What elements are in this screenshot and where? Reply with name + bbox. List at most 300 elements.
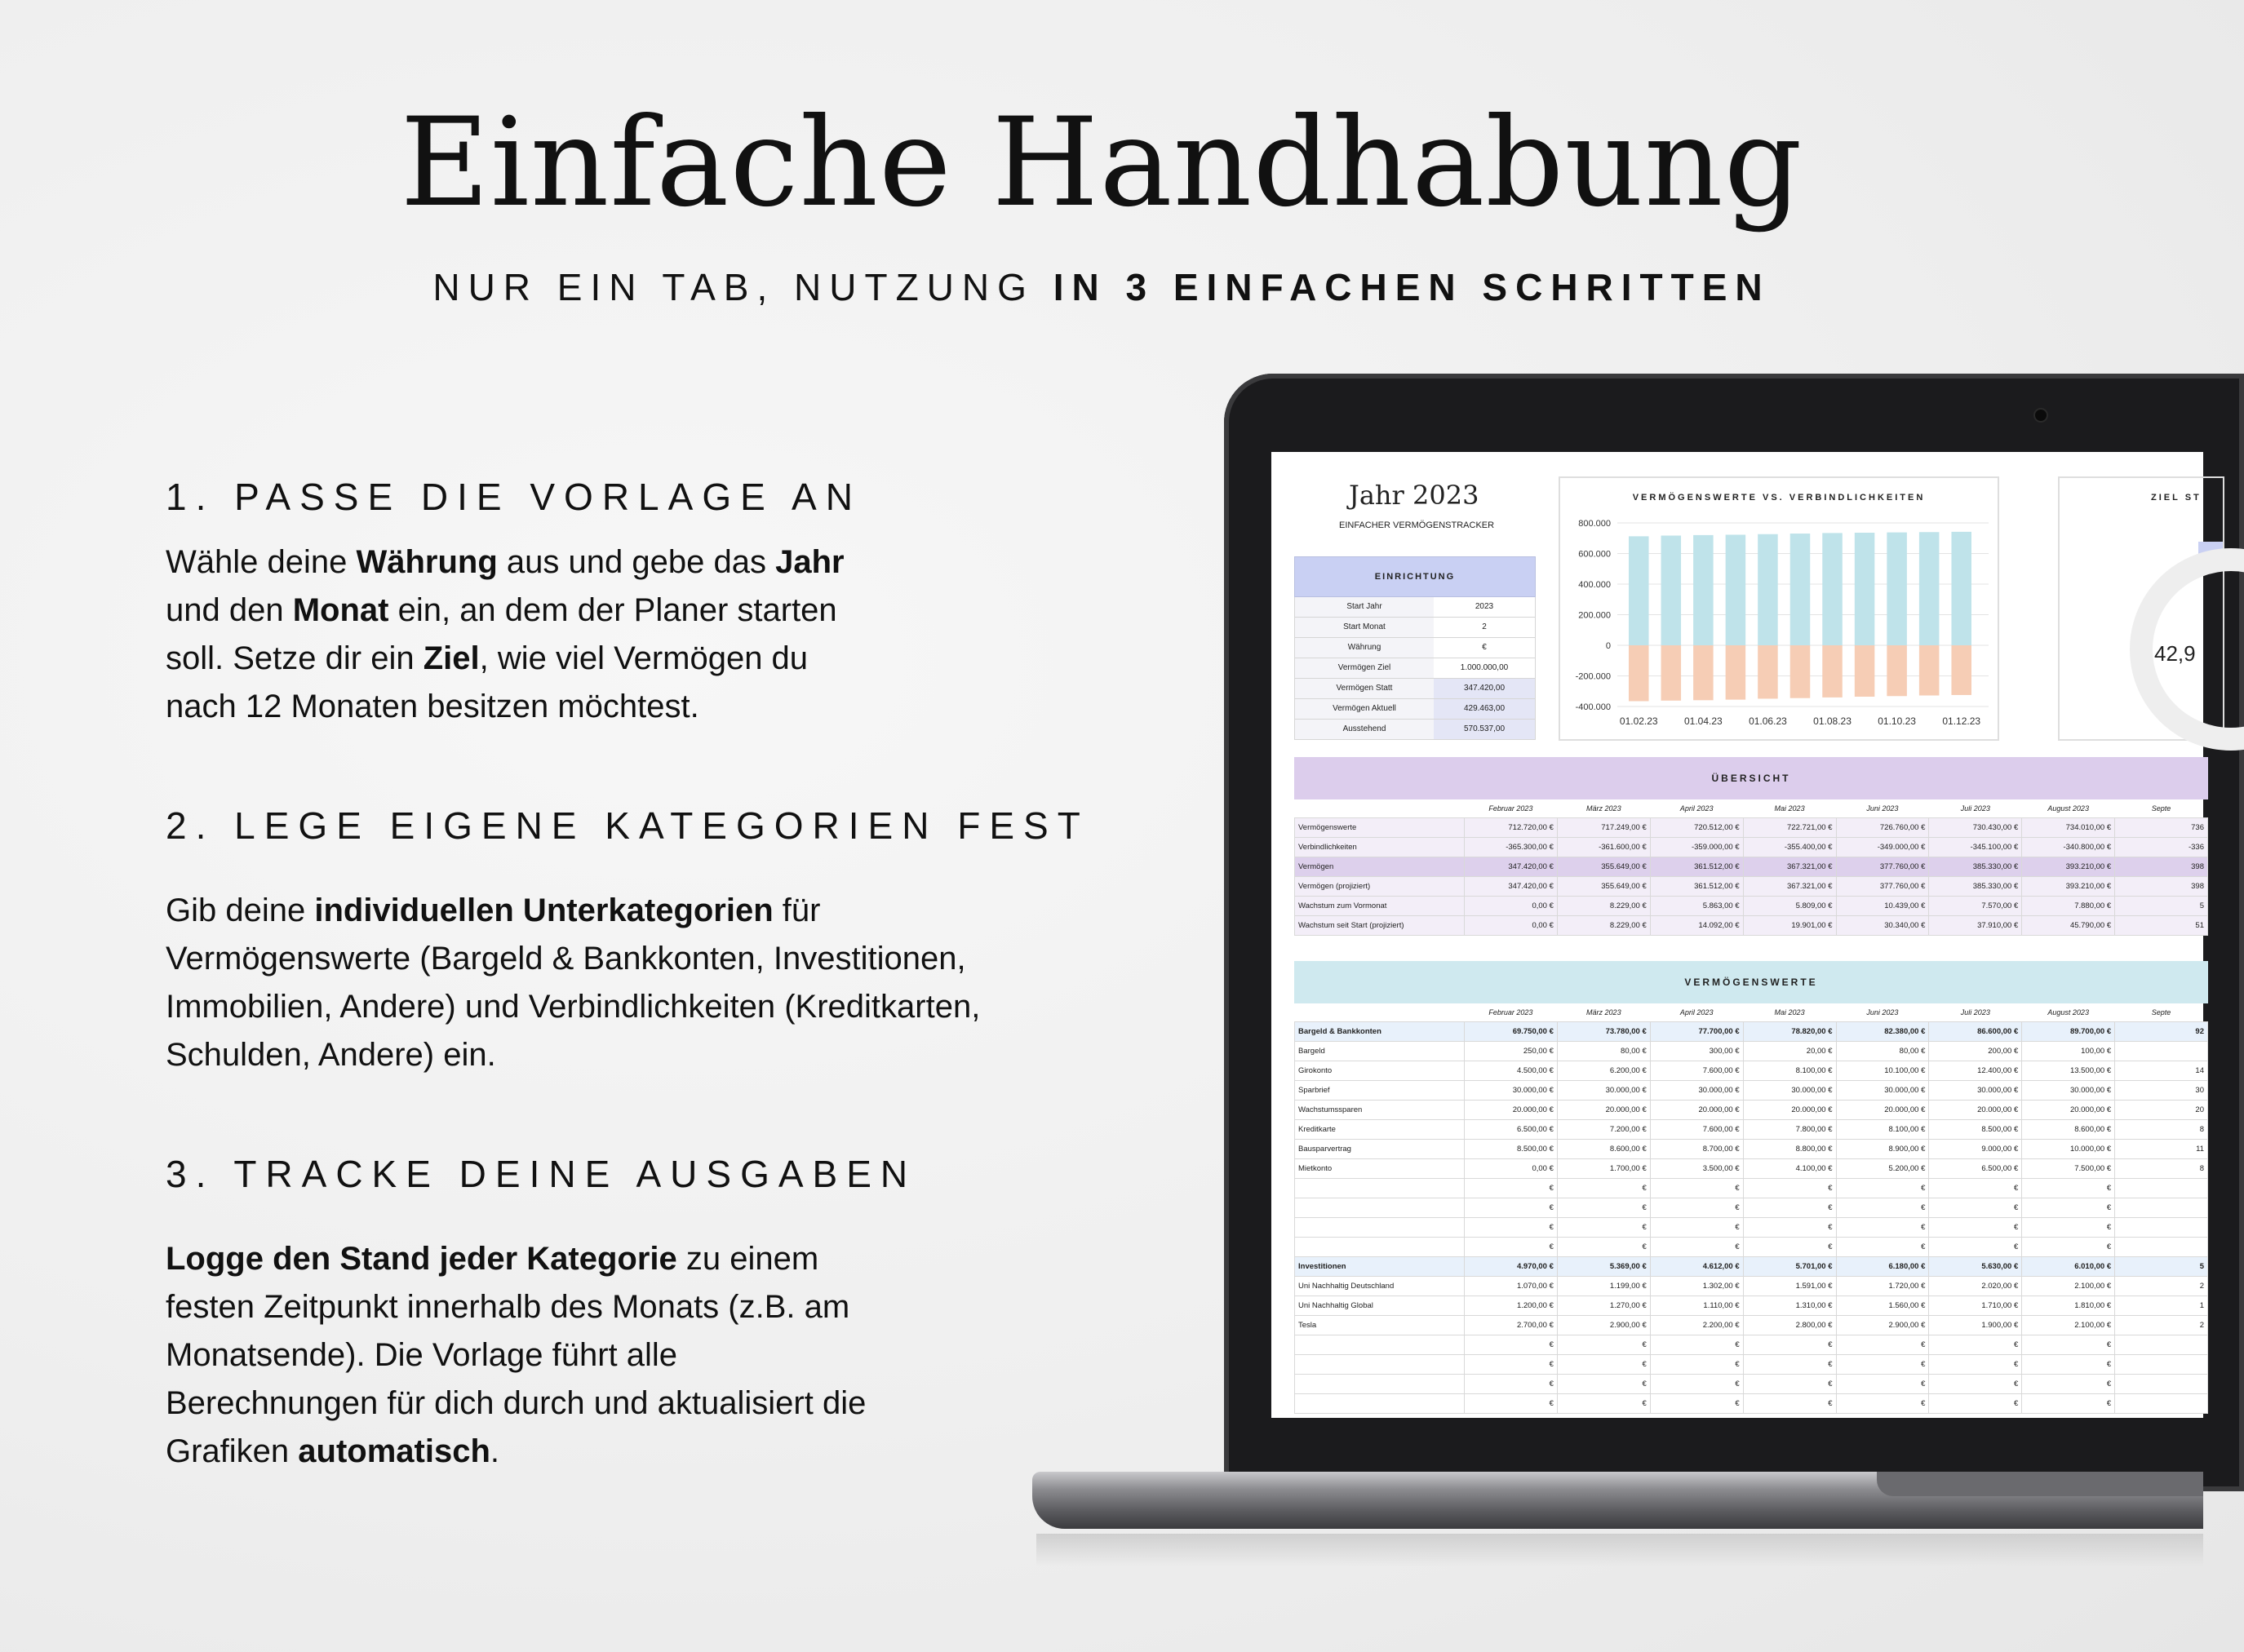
table-cell[interactable]: 2.100,00 € (2022, 1277, 2115, 1296)
table-cell[interactable]: 4.970,00 € (1465, 1257, 1558, 1277)
table-cell[interactable]: -340.800,00 € (2022, 838, 2115, 857)
table-cell[interactable]: € (1557, 1335, 1650, 1355)
table-cell[interactable]: € (1557, 1238, 1650, 1257)
table-cell[interactable]: 8 (2115, 1159, 2208, 1179)
table-cell[interactable]: 1.710,00 € (1929, 1296, 2022, 1316)
chart-svg (1560, 478, 1998, 739)
row-label[interactable]: Uni Nachhaltig Global (1295, 1296, 1465, 1316)
table-cell[interactable] (2115, 1218, 2208, 1238)
table-cell[interactable]: 8.700,00 € (1650, 1140, 1743, 1159)
row-label[interactable]: Kreditkarte (1295, 1120, 1465, 1140)
row-label[interactable] (1295, 1375, 1465, 1394)
table-cell[interactable]: 30.000,00 € (1465, 1081, 1558, 1101)
table-cell[interactable]: 4.500,00 € (1465, 1061, 1558, 1081)
table-cell[interactable]: € (2022, 1218, 2115, 1238)
table-cell[interactable]: 20.000,00 € (1650, 1101, 1743, 1120)
asset-bar (1855, 533, 1875, 645)
table-cell[interactable]: 82.380,00 € (1836, 1022, 1929, 1042)
table-cell[interactable]: 12.400,00 € (1929, 1061, 2022, 1081)
table-cell[interactable]: 367.321,00 € (1743, 877, 1836, 897)
table-cell[interactable]: 355.649,00 € (1557, 857, 1650, 877)
table-cell[interactable]: 20.000,00 € (2022, 1101, 2115, 1120)
table-cell[interactable]: 385.330,00 € (1929, 857, 2022, 877)
table-cell[interactable]: 2.900,00 € (1557, 1316, 1650, 1335)
month-header: Juni 2023 (1866, 1008, 1899, 1016)
table-cell[interactable]: € (1929, 1394, 2022, 1414)
table-cell[interactable]: 2 (2115, 1316, 2208, 1335)
table-cell[interactable]: 37.910,00 € (1929, 916, 2022, 936)
table-cell[interactable]: 5 (2115, 897, 2208, 916)
table-cell[interactable] (2115, 1238, 2208, 1257)
assets-table (1294, 1003, 2208, 1414)
table-cell[interactable]: € (1650, 1375, 1743, 1394)
table-cell[interactable]: € (2022, 1355, 2115, 1375)
y-tick-label: 400.000 (1578, 580, 1611, 590)
setup-row (1294, 658, 1536, 679)
table-cell[interactable]: € (1650, 1198, 1743, 1218)
table-cell[interactable]: -365.300,00 € (1465, 838, 1558, 857)
table-cell[interactable]: € (1557, 1375, 1650, 1394)
table-cell[interactable]: 30.340,00 € (1836, 916, 1929, 936)
table-cell[interactable]: 8.100,00 € (1836, 1120, 1929, 1140)
table-cell[interactable]: € (1650, 1355, 1743, 1375)
table-cell[interactable]: € (2022, 1179, 2115, 1198)
table-cell[interactable]: 6.010,00 € (2022, 1257, 2115, 1277)
table-cell[interactable]: 100,00 € (2022, 1042, 2115, 1061)
table-cell[interactable]: 20,00 € (1743, 1042, 1836, 1061)
emphasis-text: Monat (292, 592, 389, 628)
table-row (1295, 1022, 2208, 1042)
table-cell[interactable]: 1.110,00 € (1650, 1296, 1743, 1316)
setup-key: Vermögen Aktuell (1295, 699, 1434, 719)
row-label[interactable]: Uni Nachhaltig Deutschland (1295, 1277, 1465, 1296)
table-cell[interactable]: 4.612,00 € (1650, 1257, 1743, 1277)
asset-bar (1951, 532, 1971, 645)
table-cell[interactable]: 8.900,00 € (1836, 1140, 1929, 1159)
row-label[interactable]: Tesla (1295, 1316, 1465, 1335)
row-label[interactable] (1295, 1335, 1465, 1355)
table-cell[interactable]: 1.199,00 € (1557, 1277, 1650, 1296)
table-cell[interactable]: 2.700,00 € (1465, 1316, 1558, 1335)
table-cell[interactable]: 30 (2115, 1081, 2208, 1101)
table-cell[interactable]: 1.591,00 € (1743, 1277, 1836, 1296)
table-cell[interactable]: 45.790,00 € (2022, 916, 2115, 936)
table-cell[interactable]: 9.000,00 € (1929, 1140, 2022, 1159)
laptop-shadow (1036, 1534, 2203, 1566)
setup-value[interactable]: 429.463,00 (1434, 699, 1535, 719)
table-cell[interactable]: 1.200,00 € (1465, 1296, 1558, 1316)
table-row (1295, 1120, 2208, 1140)
table-cell[interactable] (2115, 1198, 2208, 1218)
body-text: . (490, 1433, 500, 1469)
table-cell[interactable]: 726.760,00 € (1836, 818, 1929, 838)
table-cell[interactable]: 734.010,00 € (2022, 818, 2115, 838)
row-label[interactable] (1295, 1238, 1465, 1257)
row-label[interactable]: Verbindlichkeiten (1295, 838, 1465, 857)
table-cell[interactable]: 30.000,00 € (1650, 1081, 1743, 1101)
table-cell[interactable]: 6.200,00 € (1557, 1061, 1650, 1081)
table-cell[interactable]: 3.500,00 € (1650, 1159, 1743, 1179)
table-cell[interactable]: 7.600,00 € (1650, 1061, 1743, 1081)
table-cell[interactable]: € (1836, 1375, 1929, 1394)
table-cell[interactable]: 2.200,00 € (1650, 1316, 1743, 1335)
table-cell[interactable]: € (1465, 1335, 1558, 1355)
table-cell[interactable]: € (1836, 1394, 1929, 1414)
row-label[interactable]: Girokonto (1295, 1061, 1465, 1081)
table-cell[interactable]: 14.092,00 € (1650, 916, 1743, 936)
table-cell[interactable]: 1.900,00 € (1929, 1316, 2022, 1335)
table-cell[interactable]: € (2022, 1335, 2115, 1355)
table-cell[interactable]: 0,00 € (1465, 916, 1558, 936)
step-2-heading: 2. LEGE EIGENE KATEGORIEN FEST (166, 804, 1089, 847)
table-cell[interactable]: € (1650, 1238, 1743, 1257)
setup-key: Ausstehend (1295, 720, 1434, 739)
table-cell[interactable]: 80,00 € (1836, 1042, 1929, 1061)
liability-bar (1758, 645, 1778, 698)
table-cell[interactable]: 10.439,00 € (1836, 897, 1929, 916)
table-row (1295, 877, 2208, 897)
setup-row (1294, 720, 1536, 740)
row-label[interactable]: Vermögen (projiziert) (1295, 877, 1465, 897)
table-cell[interactable]: € (1929, 1375, 2022, 1394)
table-cell[interactable]: 5.809,00 € (1743, 897, 1836, 916)
setup-row (1294, 699, 1536, 720)
row-label[interactable]: Mietkonto (1295, 1159, 1465, 1179)
row-label[interactable]: Bargeld & Bankkonten (1295, 1022, 1465, 1042)
table-cell[interactable]: € (1743, 1375, 1836, 1394)
goal-value: 42,9 (2154, 641, 2196, 666)
table-cell[interactable]: 78.820,00 € (1743, 1022, 1836, 1042)
table-cell[interactable]: € (1465, 1218, 1558, 1238)
table-cell[interactable]: -361.600,00 € (1557, 838, 1650, 857)
step-1-heading: 1. PASSE DIE VORLAGE AN (166, 476, 862, 518)
table-cell[interactable]: 8.600,00 € (2022, 1120, 2115, 1140)
table-cell[interactable]: 720.512,00 € (1650, 818, 1743, 838)
asset-bar (1790, 534, 1811, 645)
table-cell[interactable]: 7.600,00 € (1650, 1120, 1743, 1140)
table-cell[interactable]: € (1465, 1179, 1558, 1198)
row-label[interactable]: Sparbrief (1295, 1081, 1465, 1101)
table-cell[interactable]: € (1465, 1198, 1558, 1218)
row-label[interactable] (1295, 1218, 1465, 1238)
overview-table (1294, 799, 2208, 936)
table-cell[interactable]: 30.000,00 € (1557, 1081, 1650, 1101)
table-cell[interactable]: 20.000,00 € (1836, 1101, 1929, 1120)
table-cell[interactable]: 5.701,00 € (1743, 1257, 1836, 1277)
row-label[interactable]: Wachstumssparen (1295, 1101, 1465, 1120)
table-cell[interactable]: 14 (2115, 1061, 2208, 1081)
table-cell[interactable]: -336 (2115, 838, 2208, 857)
table-cell[interactable]: € (2022, 1375, 2115, 1394)
table-cell[interactable]: 1.070,00 € (1465, 1277, 1558, 1296)
table-cell[interactable]: 730.430,00 € (1929, 818, 2022, 838)
setup-row (1294, 679, 1536, 699)
table-row (1295, 1238, 2208, 1257)
laptop-notch (1877, 1472, 2203, 1496)
table-cell[interactable]: 8.229,00 € (1557, 916, 1650, 936)
table-cell[interactable]: 8.500,00 € (1465, 1140, 1558, 1159)
table-cell[interactable]: 347.420,00 € (1465, 877, 1558, 897)
row-label[interactable] (1295, 1394, 1465, 1414)
month-header: Mai 2023 (1774, 804, 1805, 813)
asset-bar (1661, 536, 1682, 645)
table-cell[interactable]: 393.210,00 € (2022, 857, 2115, 877)
table-cell[interactable]: € (1557, 1218, 1650, 1238)
setup-value[interactable]: 570.537,00 (1434, 720, 1535, 739)
row-label[interactable]: Investitionen (1295, 1257, 1465, 1277)
table-cell[interactable] (2115, 1042, 2208, 1061)
table-cell[interactable]: € (1836, 1335, 1929, 1355)
table-cell[interactable]: 7.880,00 € (2022, 897, 2115, 916)
table-cell[interactable]: 86.600,00 € (1929, 1022, 2022, 1042)
row-label[interactable] (1295, 1179, 1465, 1198)
table-cell[interactable]: € (1557, 1355, 1650, 1375)
table-cell[interactable] (2115, 1355, 2208, 1375)
table-row (1295, 1394, 2208, 1414)
table-cell[interactable]: 6.500,00 € (1929, 1159, 2022, 1179)
table-cell[interactable]: 2.020,00 € (1929, 1277, 2022, 1296)
table-cell[interactable]: 69.750,00 € (1465, 1022, 1558, 1042)
table-cell[interactable]: 11 (2115, 1140, 2208, 1159)
table-cell[interactable]: 1.302,00 € (1650, 1277, 1743, 1296)
table-cell[interactable]: 200,00 € (1929, 1042, 2022, 1061)
table-cell[interactable]: 367.321,00 € (1743, 857, 1836, 877)
table-cell[interactable]: 5.369,00 € (1557, 1257, 1650, 1277)
table-cell[interactable]: 8.100,00 € (1743, 1061, 1836, 1081)
asset-bar (1919, 532, 1940, 645)
table-cell[interactable]: 5.200,00 € (1836, 1159, 1929, 1179)
table-cell[interactable]: € (2022, 1198, 2115, 1218)
table-cell[interactable] (2115, 1394, 2208, 1414)
row-label[interactable]: Bargeld (1295, 1042, 1465, 1061)
table-cell[interactable]: € (1929, 1218, 2022, 1238)
table-cell[interactable]: 20 (2115, 1101, 2208, 1120)
table-cell[interactable]: € (1929, 1179, 2022, 1198)
table-cell[interactable]: € (1557, 1198, 1650, 1218)
table-cell[interactable]: 51 (2115, 916, 2208, 936)
y-tick-label: -400.000 (1575, 702, 1611, 712)
table-cell[interactable]: € (2022, 1238, 2115, 1257)
table-cell[interactable]: -355.400,00 € (1743, 838, 1836, 857)
table-cell[interactable]: 722.721,00 € (1743, 818, 1836, 838)
table-cell[interactable]: 398 (2115, 877, 2208, 897)
table-cell[interactable]: 355.649,00 € (1557, 877, 1650, 897)
table-cell[interactable]: € (1743, 1394, 1836, 1414)
table-cell[interactable]: 8 (2115, 1120, 2208, 1140)
table-cell[interactable]: 73.780,00 € (1557, 1022, 1650, 1042)
table-cell[interactable]: € (1465, 1355, 1558, 1375)
setup-value[interactable]: 2023 (1475, 602, 1494, 611)
table-cell[interactable]: 385.330,00 € (1929, 877, 2022, 897)
table-cell[interactable]: 0,00 € (1465, 1159, 1558, 1179)
table-cell[interactable] (2115, 1179, 2208, 1198)
table-cell[interactable]: 89.700,00 € (2022, 1022, 2115, 1042)
table-cell[interactable]: 0,00 € (1465, 897, 1558, 916)
row-label[interactable]: Wachstum zum Vormonat (1295, 897, 1465, 916)
table-cell[interactable]: 8.229,00 € (1557, 897, 1650, 916)
table-cell[interactable]: € (1743, 1335, 1836, 1355)
table-cell[interactable]: € (1650, 1394, 1743, 1414)
setup-row (1294, 597, 1536, 618)
table-cell[interactable]: 77.700,00 € (1650, 1022, 1743, 1042)
table-cell[interactable]: € (1743, 1179, 1836, 1198)
table-cell[interactable]: € (1743, 1238, 1836, 1257)
table-cell[interactable]: 30.000,00 € (1743, 1081, 1836, 1101)
table-cell[interactable]: € (1929, 1238, 2022, 1257)
table-cell[interactable]: € (1465, 1375, 1558, 1394)
table-cell[interactable]: € (1836, 1198, 1929, 1218)
table-cell[interactable]: 347.420,00 € (1465, 857, 1558, 877)
liability-bar (1919, 645, 1940, 696)
table-cell[interactable]: 20.000,00 € (1743, 1101, 1836, 1120)
table-cell[interactable]: 20.000,00 € (1929, 1101, 2022, 1120)
table-cell[interactable] (2115, 1335, 2208, 1355)
table-cell[interactable]: 8.500,00 € (1929, 1120, 2022, 1140)
assets-header: VERMÖGENSWERTE (1294, 961, 2208, 1003)
table-cell[interactable]: € (2022, 1394, 2115, 1414)
x-tick-label: 01.08.23 (1813, 715, 1852, 727)
setup-value[interactable]: 2 (1482, 622, 1487, 631)
table-cell[interactable]: 8.600,00 € (1557, 1140, 1650, 1159)
table-cell[interactable]: € (1650, 1335, 1743, 1355)
table-cell[interactable]: 717.249,00 € (1557, 818, 1650, 838)
table-cell[interactable]: 30.000,00 € (1836, 1081, 1929, 1101)
table-cell[interactable]: 1.270,00 € (1557, 1296, 1650, 1316)
sheet-subtitle: EINFACHER VERMÖGENSTRACKER (1339, 520, 1495, 530)
table-cell[interactable] (2115, 1375, 2208, 1394)
table-cell[interactable]: -349.000,00 € (1836, 838, 1929, 857)
table-cell[interactable]: € (1465, 1238, 1558, 1257)
table-cell[interactable]: 1.720,00 € (1836, 1277, 1929, 1296)
setup-value[interactable]: 1.000.000,00 (1460, 663, 1509, 672)
table-cell[interactable]: 361.512,00 € (1650, 877, 1743, 897)
row-label[interactable] (1295, 1355, 1465, 1375)
table-row (1295, 1061, 2208, 1081)
row-label[interactable]: Wachstum seit Start (projiziert) (1295, 916, 1465, 936)
table-cell[interactable]: 8.800,00 € (1743, 1140, 1836, 1159)
table-cell[interactable]: € (1465, 1394, 1558, 1414)
table-cell[interactable]: -345.100,00 € (1929, 838, 2022, 857)
table-cell[interactable]: 5.630,00 € (1929, 1257, 2022, 1277)
table-cell[interactable]: € (1743, 1218, 1836, 1238)
table-cell[interactable]: 30.000,00 € (2022, 1081, 2115, 1101)
setup-key: Vermögen Statt (1295, 679, 1434, 698)
table-cell[interactable]: 92 (2115, 1022, 2208, 1042)
table-cell[interactable]: 1.700,00 € (1557, 1159, 1650, 1179)
table-cell[interactable]: 736 (2115, 818, 2208, 838)
y-tick-label: 200.000 (1578, 610, 1611, 621)
table-cell[interactable]: 1.560,00 € (1836, 1296, 1929, 1316)
table-cell[interactable]: 250,00 € (1465, 1042, 1558, 1061)
setup-key: Start Monat (1295, 618, 1434, 637)
body-text: für Vermögenswerte (Bargeld & Bankkonten, Investitionen, Immobilien, Andere) und Verbindlichkeiten (Kreditkarten, Schulden, Andere) ein. (166, 892, 981, 1073)
table-cell[interactable]: € (1929, 1198, 2022, 1218)
y-tick-label: 600.000 (1578, 549, 1611, 560)
table-cell[interactable]: 6.500,00 € (1465, 1120, 1558, 1140)
table-cell[interactable]: 20.000,00 € (1465, 1101, 1558, 1120)
table-row (1295, 1355, 2208, 1375)
table-cell[interactable]: 13.500,00 € (2022, 1061, 2115, 1081)
table-cell[interactable]: 7.570,00 € (1929, 897, 2022, 916)
table-row (1295, 1101, 2208, 1120)
table-cell[interactable]: 300,00 € (1650, 1042, 1743, 1061)
table-cell[interactable]: 5.863,00 € (1650, 897, 1743, 916)
table-cell[interactable]: € (1929, 1335, 2022, 1355)
table-cell[interactable]: 7.800,00 € (1743, 1120, 1836, 1140)
table-cell[interactable]: 80,00 € (1557, 1042, 1650, 1061)
table-cell[interactable]: 30.000,00 € (1929, 1081, 2022, 1101)
table-cell[interactable]: 2.100,00 € (2022, 1316, 2115, 1335)
table-cell[interactable]: 2.800,00 € (1743, 1316, 1836, 1335)
asset-bar (1693, 535, 1714, 645)
setup-value[interactable]: € (1482, 643, 1487, 652)
table-cell[interactable]: € (1836, 1179, 1929, 1198)
table-cell[interactable]: 4.100,00 € (1743, 1159, 1836, 1179)
table-cell[interactable]: € (1929, 1355, 2022, 1375)
table-cell[interactable]: 377.760,00 € (1836, 857, 1929, 877)
table-cell[interactable]: € (1650, 1218, 1743, 1238)
asset-bar (1629, 536, 1649, 645)
table-cell[interactable]: 377.760,00 € (1836, 877, 1929, 897)
row-label[interactable]: Bausparvertrag (1295, 1140, 1465, 1159)
table-cell[interactable]: 5 (2115, 1257, 2208, 1277)
table-row (1295, 1316, 2208, 1335)
setup-value[interactable]: 347.420,00 (1434, 679, 1535, 698)
liability-bar (1726, 645, 1746, 700)
table-cell[interactable]: 361.512,00 € (1650, 857, 1743, 877)
table-cell[interactable]: -359.000,00 € (1650, 838, 1743, 857)
table-cell[interactable]: 10.100,00 € (1836, 1061, 1929, 1081)
table-cell[interactable]: 7.200,00 € (1557, 1120, 1650, 1140)
table-cell[interactable]: 2.900,00 € (1836, 1316, 1929, 1335)
table-cell[interactable]: 398 (2115, 857, 2208, 877)
table-cell[interactable]: 1.310,00 € (1743, 1296, 1836, 1316)
table-row (1295, 1159, 2208, 1179)
table-cell[interactable]: 10.000,00 € (2022, 1140, 2115, 1159)
liability-bar (1822, 645, 1843, 698)
table-cell[interactable]: € (1557, 1179, 1650, 1198)
body-text: Gib deine (166, 892, 315, 928)
setup-key: Vermögen Ziel (1295, 658, 1434, 678)
table-cell[interactable]: € (1743, 1355, 1836, 1375)
row-label[interactable] (1295, 1198, 1465, 1218)
table-cell[interactable]: € (1650, 1179, 1743, 1198)
table-cell[interactable]: 1 (2115, 1296, 2208, 1316)
row-label[interactable]: Vermögen (1295, 857, 1465, 877)
body-text: Wähle deine (166, 544, 357, 580)
table-cell[interactable]: € (1743, 1198, 1836, 1218)
table-cell[interactable]: 2 (2115, 1277, 2208, 1296)
table-cell[interactable]: € (1836, 1238, 1929, 1257)
table-cell[interactable]: 1.810,00 € (2022, 1296, 2115, 1316)
table-cell[interactable]: € (1557, 1394, 1650, 1414)
table-cell[interactable]: 393.210,00 € (2022, 877, 2115, 897)
table-cell[interactable]: 6.180,00 € (1836, 1257, 1929, 1277)
table-row (1295, 1335, 2208, 1355)
row-label[interactable]: Vermögenswerte (1295, 818, 1465, 838)
body-text: aus und gebe das (497, 544, 776, 580)
table-cell[interactable]: 19.901,00 € (1743, 916, 1836, 936)
table-cell[interactable]: 20.000,00 € (1557, 1101, 1650, 1120)
step-2-text (166, 887, 1047, 1079)
table-row (1295, 1042, 2208, 1061)
table-cell[interactable]: 7.500,00 € (2022, 1159, 2115, 1179)
camera-icon (2033, 408, 2048, 423)
step-1-text (166, 538, 884, 731)
table-cell[interactable]: € (1836, 1218, 1929, 1238)
table-cell[interactable]: 712.720,00 € (1465, 818, 1558, 838)
table-cell[interactable]: € (1836, 1355, 1929, 1375)
